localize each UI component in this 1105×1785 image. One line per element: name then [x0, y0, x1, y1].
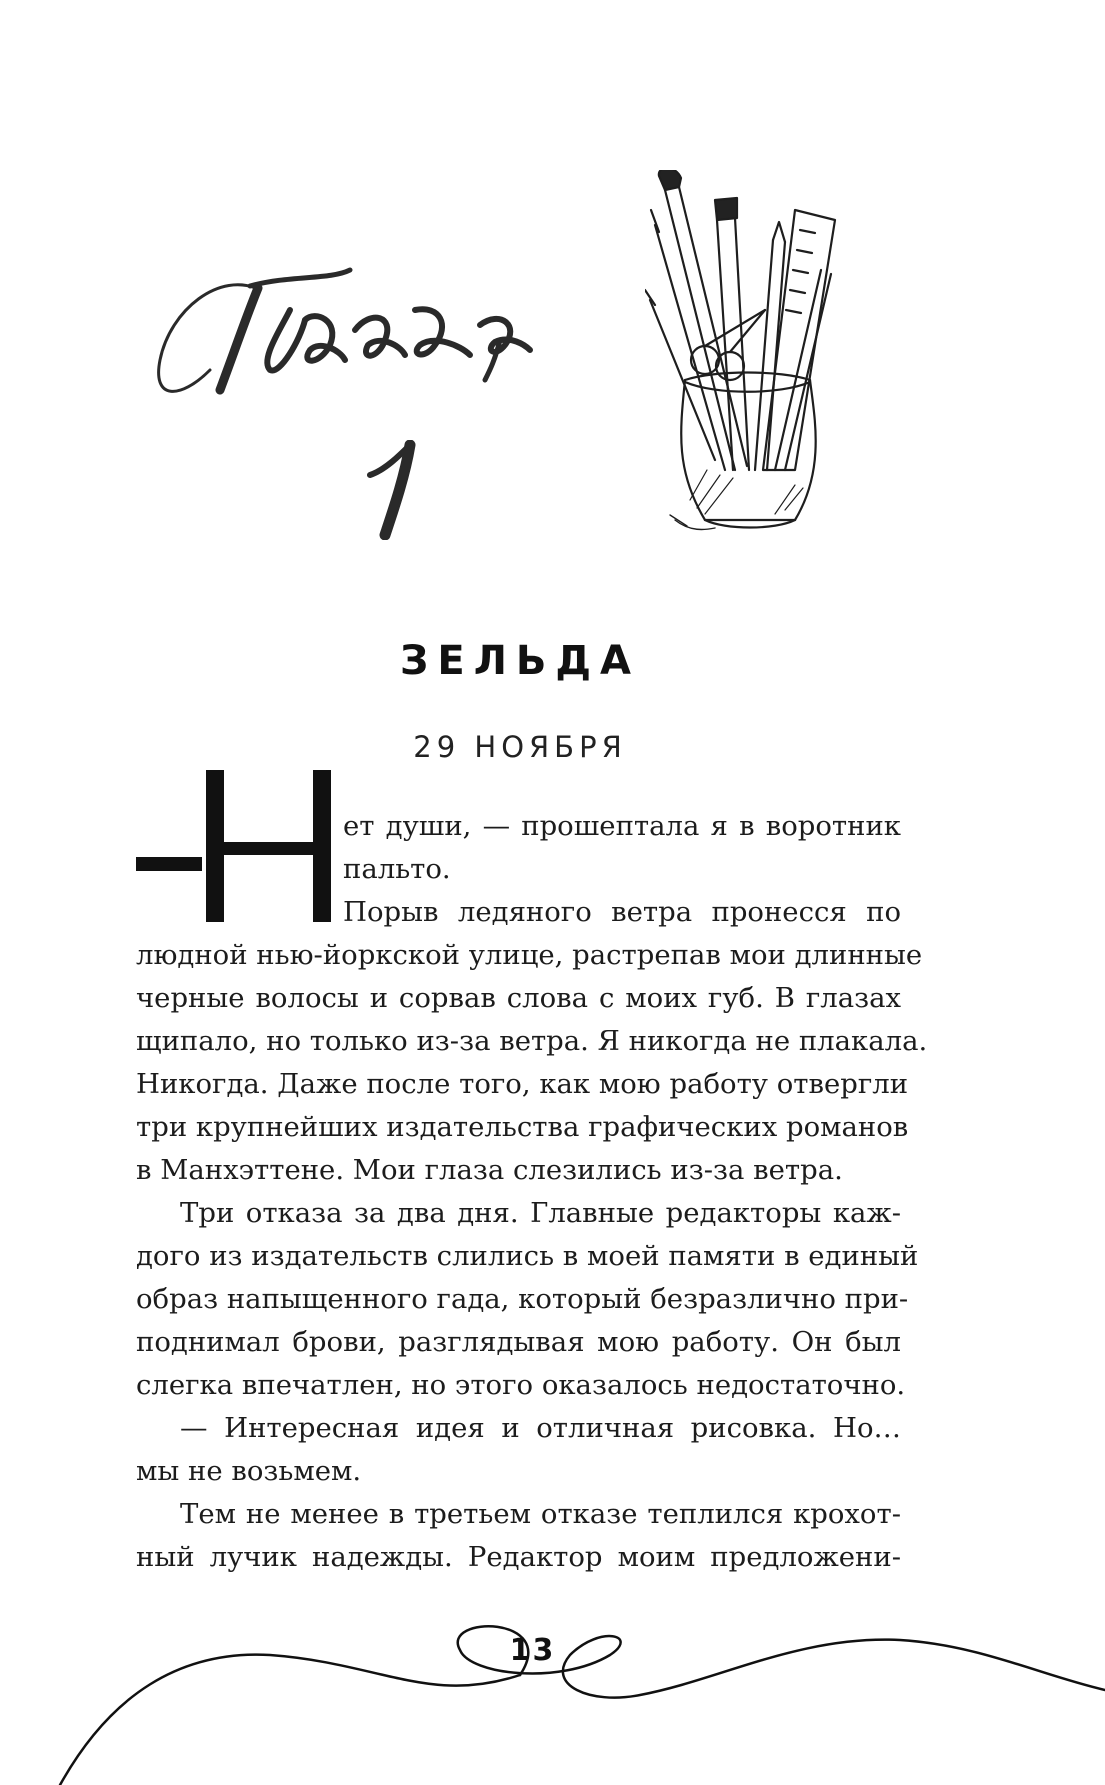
pencil-cup-icon	[645, 170, 885, 550]
text-line: Порыв ледяного ветра пронесся по	[343, 896, 901, 928]
text-line: мы не возьмем.	[136, 1455, 362, 1487]
text-line: дого из издательств слились в моей памяти в единый	[136, 1240, 919, 1272]
chapter-number-handwritten	[360, 440, 430, 540]
text-line: в Манхэттене. Мои глаза слезились из-за ветра.	[136, 1154, 843, 1186]
chapter-date: 29 НОЯБРЯ	[413, 730, 627, 764]
text-line: Никогда. Даже после того, как мою работу отвергли	[136, 1068, 909, 1100]
drop-cap-dash	[136, 857, 202, 871]
text-line: щипало, но только из-за ветра. Я никогда не плакала.	[136, 1025, 928, 1057]
text-line: — Интересная идея и отличная рисовка. Но…	[180, 1412, 901, 1444]
text-line: ный лучик надежды. Редактор моим предложени-	[136, 1541, 901, 1573]
chapter-title-handwritten	[140, 250, 540, 410]
text-line: образ напыщенного гада, который безразлично при-	[136, 1283, 909, 1315]
chapter-character-name: ЗЕЛЬДА	[399, 638, 641, 684]
text-line: поднимал брови, разглядывая мою работу. Он был	[136, 1326, 901, 1358]
drop-cap-letter	[206, 770, 331, 922]
text-line: пальто.	[343, 853, 451, 885]
text-line: три крупнейших издательства графических романов	[136, 1111, 909, 1143]
page-number: 13	[509, 1633, 556, 1668]
text-line: слегка впечатлен, но этого оказалось недостаточно.	[136, 1369, 906, 1401]
text-line: людной нью-йоркской улице, растрепав мои длинные	[136, 939, 923, 971]
text-line: Тем не менее в третьем отказе теплился крохот-	[180, 1498, 901, 1530]
text-line: черные волосы и сорвав слова с моих губ. В глазах	[136, 982, 901, 1014]
text-line: ет души, — прошептала я в воротник	[343, 810, 901, 842]
text-line: Три отказа за два дня. Главные редакторы каж-	[180, 1197, 901, 1229]
